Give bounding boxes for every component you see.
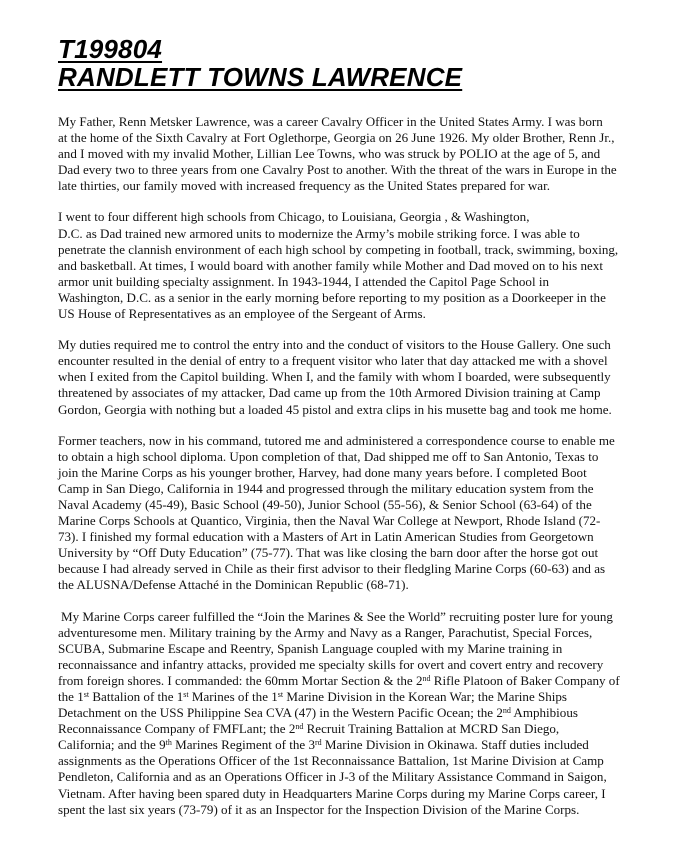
paragraph-line: at the home of the Sixth Cavalry at Fort Oglethorpe, Georgia on 26 June 1926. My older Brother, Renn Jr., (58, 130, 615, 146)
paragraph-2 (58, 209, 678, 322)
paragraph-line: University by “Off Duty Education” (75-77). That was like closing the barn door after the horse got out (58, 545, 599, 561)
paragraph-line: SCUBA, Submarine Escape and Reentry, Spanish Language coupled with my Marine training in (58, 640, 563, 656)
paragraph-line: threatened by associates of my attacker, Dad came up from the 10th Armored Division training at Camp (58, 385, 601, 401)
paragraph-line: Detachment on the USS Philippine Sea CVA (47) in the Western Pacific Ocean; the 2nd Amphibious (58, 705, 578, 721)
paragraph-line: assignments as the Operations Officer of the 1st Reconnaissance Battalion, 1st Marine Division at Camp (58, 753, 604, 769)
paragraph-line: reconnaissance and infantry attacks, provided me specialty skills for overt and covert entry and recovery (58, 656, 604, 672)
paragraph-line: and basketball. At times, I would board with another family while Mother and Dad moved on to his next (58, 257, 603, 273)
paragraph-line: Dad every two to three years from one Cavalry Post to another. With the threat of the wars in Europe in the (58, 162, 617, 178)
paragraph-line: from foreign shores. I commanded: the 60mm Mortar Section & the 2nd Rifle Platoon of Baker Company of (58, 672, 620, 688)
paragraph-line: California; and the 9th Marines Regiment of the 3rd Marine Division in Okinawa. Staff duties included (58, 737, 589, 753)
document-id-title: T199804 (58, 34, 163, 64)
paragraph-5 (58, 609, 678, 818)
paragraph-line: because I had already served in Chile as their first advisor to their fledgling Marine Corps (60-63) and as (58, 561, 606, 577)
paragraph-line: Marine Corps Schools at Quantico, Virginia, then the Naval War College at Newport, Rhode Island (72- (58, 513, 601, 529)
paragraph-3 (58, 337, 678, 417)
document-body (58, 114, 678, 833)
paragraph-line: the 1st Battalion of the 1st Marines of the 1st Marine Division in the Korean War; the Marine Ships (58, 689, 567, 704)
paragraph-line: My Father, Renn Metsker Lawrence, was a career Cavalry Officer in the United States Army. I was born (58, 114, 603, 129)
paragraph-line: My Marine Corps career fulfilled the “Join the Marines & See the World” recruiting poster lure for young (61, 608, 613, 624)
paragraph-line: when I exited from the Capitol building. When I, and the family with whom I boarded, were subsequently (58, 369, 611, 385)
paragraph-line: Pendleton, California and as an Operations Officer in J-3 of the Military Assistance Command in Saigon, (58, 769, 607, 785)
paragraph-1 (58, 114, 678, 194)
paragraph-line: Naval Academy (45-49), Basic School (49-50), Junior School (55-56), & Senior School (63-64) of the (58, 496, 592, 512)
paragraph-line: late thirties, our family moved with increased frequency as the United States prepared for war. (58, 178, 550, 194)
paragraph-line: 73). I finished my formal education with a Masters of Art in Latin American Studies from Georgetown (58, 529, 594, 545)
paragraph-line: Gordon, Georgia with nothing but a loaded 45 pistol and extra clips in his musette bag and took me home. (58, 401, 612, 417)
paragraph-line: spent the last six years (73-79) of it as an Inspector for the Inspection Division of the Marine Corps. (58, 801, 580, 817)
paragraph-line: Washington, D.C. as a senior in the early morning before reporting to my position as a Doorkeeper in the (58, 289, 606, 305)
document-name-title: RANDLETT TOWNS LAWRENCE (58, 62, 463, 92)
paragraph-line: the ALUSNA/Defense Attaché in the Dominican Republic (68-71). (58, 577, 409, 593)
paragraph-line: penetrate the clannish environment of each high school by competing in football, track, swimming, boxing, (58, 241, 619, 257)
paragraph-line: Former teachers, now in his command, tutored me and administered a correspondence course to enable me (58, 432, 615, 448)
paragraph-4 (58, 433, 678, 594)
paragraph-line: US House of Representatives as an employee of the Sergeant of Arms. (58, 306, 426, 322)
paragraph-line: Vietnam. After having been spared duty in Headquarters Marine Corps during my Marine Corps career, I (58, 785, 606, 801)
paragraph-line: Reconnaissance Company of FMFLant; the 2nd Recruit Training Battalion at MCRD San Diego, (58, 721, 560, 737)
paragraph-line: encounter resulted in the denial of entry to a frequent visitor who later that day attacked me with a shovel (58, 353, 608, 369)
paragraph-line: My duties required me to control the entry into and the conduct of visitors to the House Gallery. One such (58, 337, 611, 353)
paragraph-line: armor unit building specialty assignment. In 1943-1944, I attended the Capitol Page School in (58, 273, 549, 289)
paragraph-line: D.C. as Dad trained new armored units to modernize the Army’s mobile striking force. I was able to (58, 225, 580, 241)
paragraph-line: to obtain a high school diploma. Upon completion of that, Dad shipped me off to San Antonio, Texas to (58, 448, 599, 464)
paragraph-line: and I moved with my invalid Mother, Lillian Lee Towns, who was struck by POLIO at the age of 5, and (58, 146, 601, 162)
paragraph-line: adventuresome men. Military training by the Army and Navy as a Ranger, Parachutist, Special Forces, (58, 624, 593, 640)
paragraph-line: join the Marine Corps as his younger brother, Harvey, had done many years before. I completed Boot (58, 464, 587, 480)
paragraph-line: I went to four different high schools from Chicago, to Louisiana, Georgia , & Washington, (58, 209, 530, 225)
paragraph-line: Camp in San Diego, California in 1944 and progressed through the military education system from the (58, 480, 594, 496)
